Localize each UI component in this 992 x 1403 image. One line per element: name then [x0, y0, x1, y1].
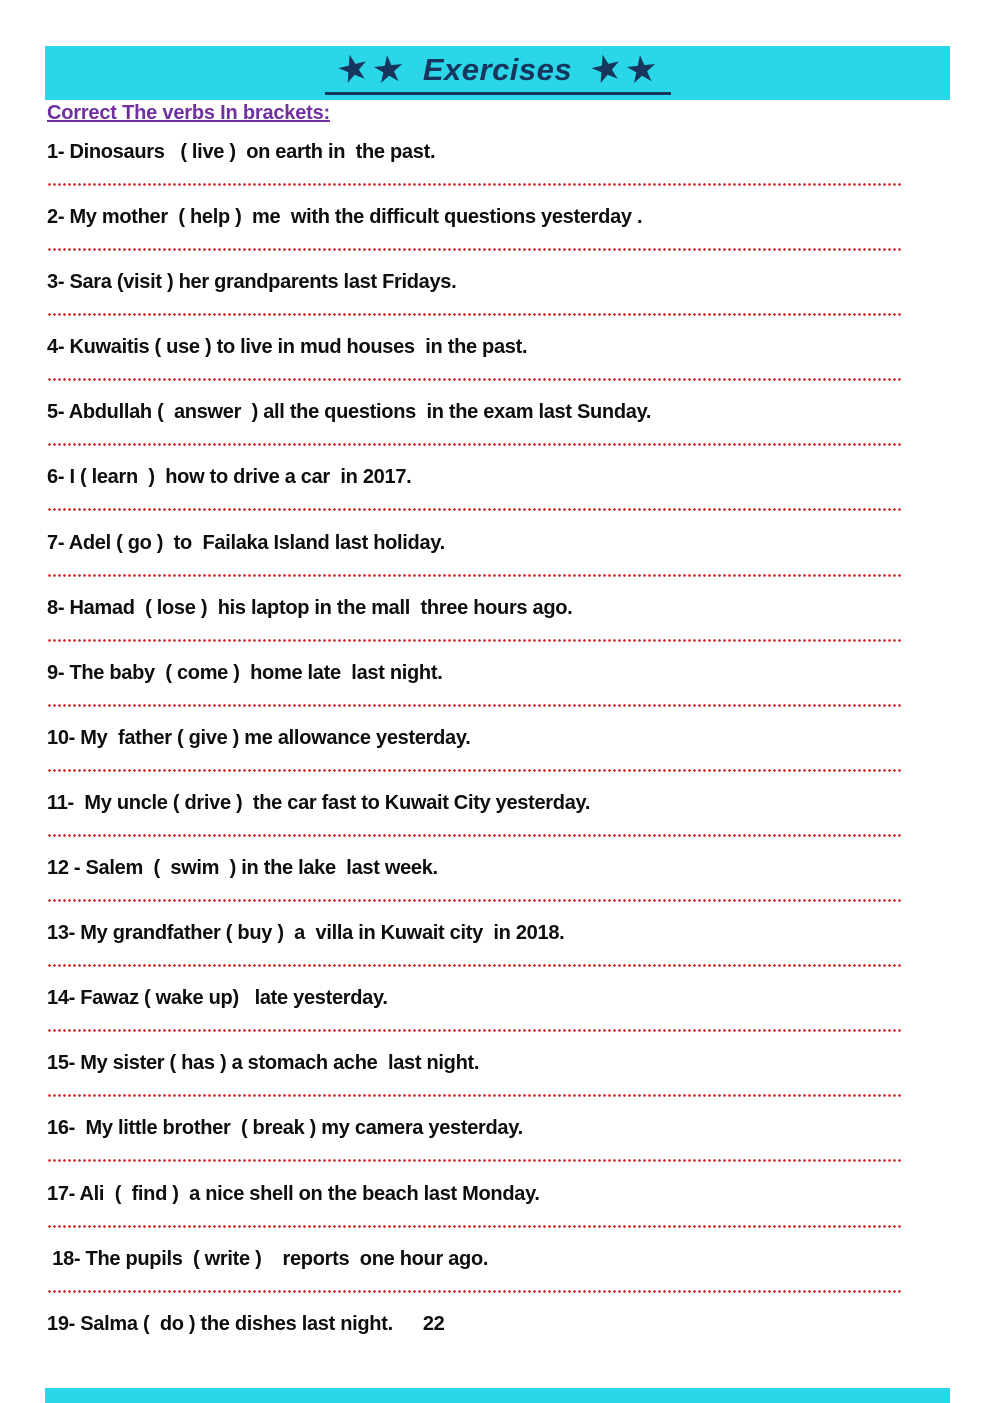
- exercise-sentence: [47, 985, 947, 1011]
- sentence-text: 3- Sara (visit ) her grandparents last Fridays.: [47, 271, 457, 294]
- sentence-text: 2- My mother ( help ) me with the difficult questions yesterday .: [47, 206, 643, 229]
- exercise-sentence: [47, 1115, 947, 1141]
- exercise-sentence: [47, 790, 947, 816]
- header-title-group: [325, 44, 671, 95]
- list-item: [47, 1181, 947, 1246]
- list-item: [47, 985, 947, 1050]
- exercise-sentence: [47, 334, 947, 360]
- list-item: [47, 595, 947, 660]
- list-item: [47, 1246, 947, 1311]
- sentence-text: 1- Dinosaurs ( live ) on earth in the past.: [47, 141, 436, 163]
- list-item: [47, 920, 947, 985]
- sentence-text: 9- The baby ( come ) home late last night.: [47, 661, 443, 684]
- sentence-text: 10- My father ( give ) me allowance yesterday.: [47, 726, 471, 749]
- instruction-heading: Correct The verbs In brackets:: [47, 102, 330, 124]
- exercise-sentence: [47, 855, 947, 881]
- sentence-text: 7- Adel ( go ) to Failaka Island last holiday.: [47, 531, 445, 554]
- page-number: 22: [422, 1312, 445, 1335]
- sentence-text: 5- Abdullah ( answer ) all the questions in the exam last Sunday.: [47, 401, 652, 424]
- answer-dots-line: [47, 638, 902, 643]
- exercise-sentence: [47, 464, 947, 490]
- exercise-sentence: [47, 725, 947, 751]
- sentence-text: 12 - Salem ( swim ) in the lake last week.: [47, 857, 438, 880]
- header-banner: [45, 46, 950, 100]
- exercise-sentence: [47, 660, 947, 686]
- list-item: [47, 855, 947, 920]
- answer-dots-line: [47, 833, 902, 838]
- sentence-text: 13- My grandfather ( buy ) a villa in Kuwait city in 2018.: [47, 922, 565, 945]
- exercise-sentence: [47, 595, 947, 621]
- list-item: [47, 204, 947, 269]
- sentence-text: 18- The pupils ( write ) reports one hour ago.: [47, 1247, 489, 1270]
- footer-banner: [45, 1388, 950, 1403]
- answer-dots-line: [47, 1289, 902, 1294]
- sentence-text: 8- Hamad ( lose ) his laptop in the mall three hours ago.: [47, 596, 573, 619]
- answer-dots-line: [47, 1093, 902, 1098]
- list-item: [47, 660, 947, 725]
- answer-dots-line: [47, 247, 902, 252]
- answer-dots-line: [47, 963, 902, 968]
- sentence-text: 4- Kuwaitis ( use ) to live in mud houses in the past.: [47, 336, 528, 359]
- answer-dots-line: [47, 703, 902, 708]
- exercise-sentence: [47, 204, 947, 230]
- list-item: [47, 790, 947, 855]
- answer-dots-line: [47, 1158, 902, 1163]
- list-item: [47, 269, 947, 334]
- list-item: [47, 530, 947, 595]
- sentence-text: 17- Ali ( find ) a nice shell on the beach last Monday.: [47, 1182, 540, 1205]
- answer-dots-line: [47, 442, 902, 447]
- exercise-sentence: [47, 269, 947, 295]
- list-item: [47, 139, 947, 204]
- answer-dots-line: [47, 768, 902, 773]
- star-icon: ★: [623, 46, 661, 92]
- exercise-sentence: [47, 1311, 947, 1337]
- exercise-sentence: [47, 1181, 947, 1207]
- answer-dots-line: [47, 182, 902, 187]
- exercise-sentence: [47, 139, 947, 165]
- exercise-sentence: [47, 1050, 947, 1076]
- sentence-text: 11- My uncle ( drive ) the car fast to Kuwait City yesterday.: [47, 791, 591, 814]
- list-item: [47, 1115, 947, 1180]
- list-item: [47, 399, 947, 464]
- list-item: [47, 334, 947, 399]
- star-icon: ★: [331, 44, 374, 92]
- answer-dots-line: [47, 1224, 902, 1229]
- sentence-text: 14- Fawaz ( wake up) late yesterday.: [47, 987, 388, 1010]
- answer-dots-line: [47, 377, 902, 382]
- answer-dots-line: [47, 1028, 902, 1033]
- answer-dots-line: [47, 898, 902, 903]
- list-item: [47, 464, 947, 529]
- list-item: [47, 1311, 947, 1376]
- sentence-text: 19- Salma ( do ) the dishes last night.: [47, 1312, 393, 1335]
- answer-dots-line: [47, 573, 902, 578]
- sentence-text: 15- My sister ( has ) a stomach ache last night.: [47, 1052, 480, 1075]
- exercise-sentence: [47, 530, 947, 556]
- exercise-sentence: [47, 920, 947, 946]
- sentence-text: 6- I ( learn ) how to drive a car in 2017.: [47, 466, 412, 489]
- exercise-sentence: [47, 1246, 947, 1272]
- answer-dots-line: [47, 507, 902, 512]
- star-icon: ★: [585, 44, 628, 92]
- exercise-sentence: [47, 399, 947, 425]
- sentence-text: 16- My little brother ( break ) my camera yesterday.: [47, 1117, 523, 1140]
- answer-dots-line: [47, 312, 902, 317]
- list-item: [47, 1050, 947, 1115]
- exercise-list: [47, 139, 947, 1376]
- page-title: Exercises: [422, 52, 573, 87]
- star-icon: ★: [369, 46, 407, 92]
- list-item: [47, 725, 947, 790]
